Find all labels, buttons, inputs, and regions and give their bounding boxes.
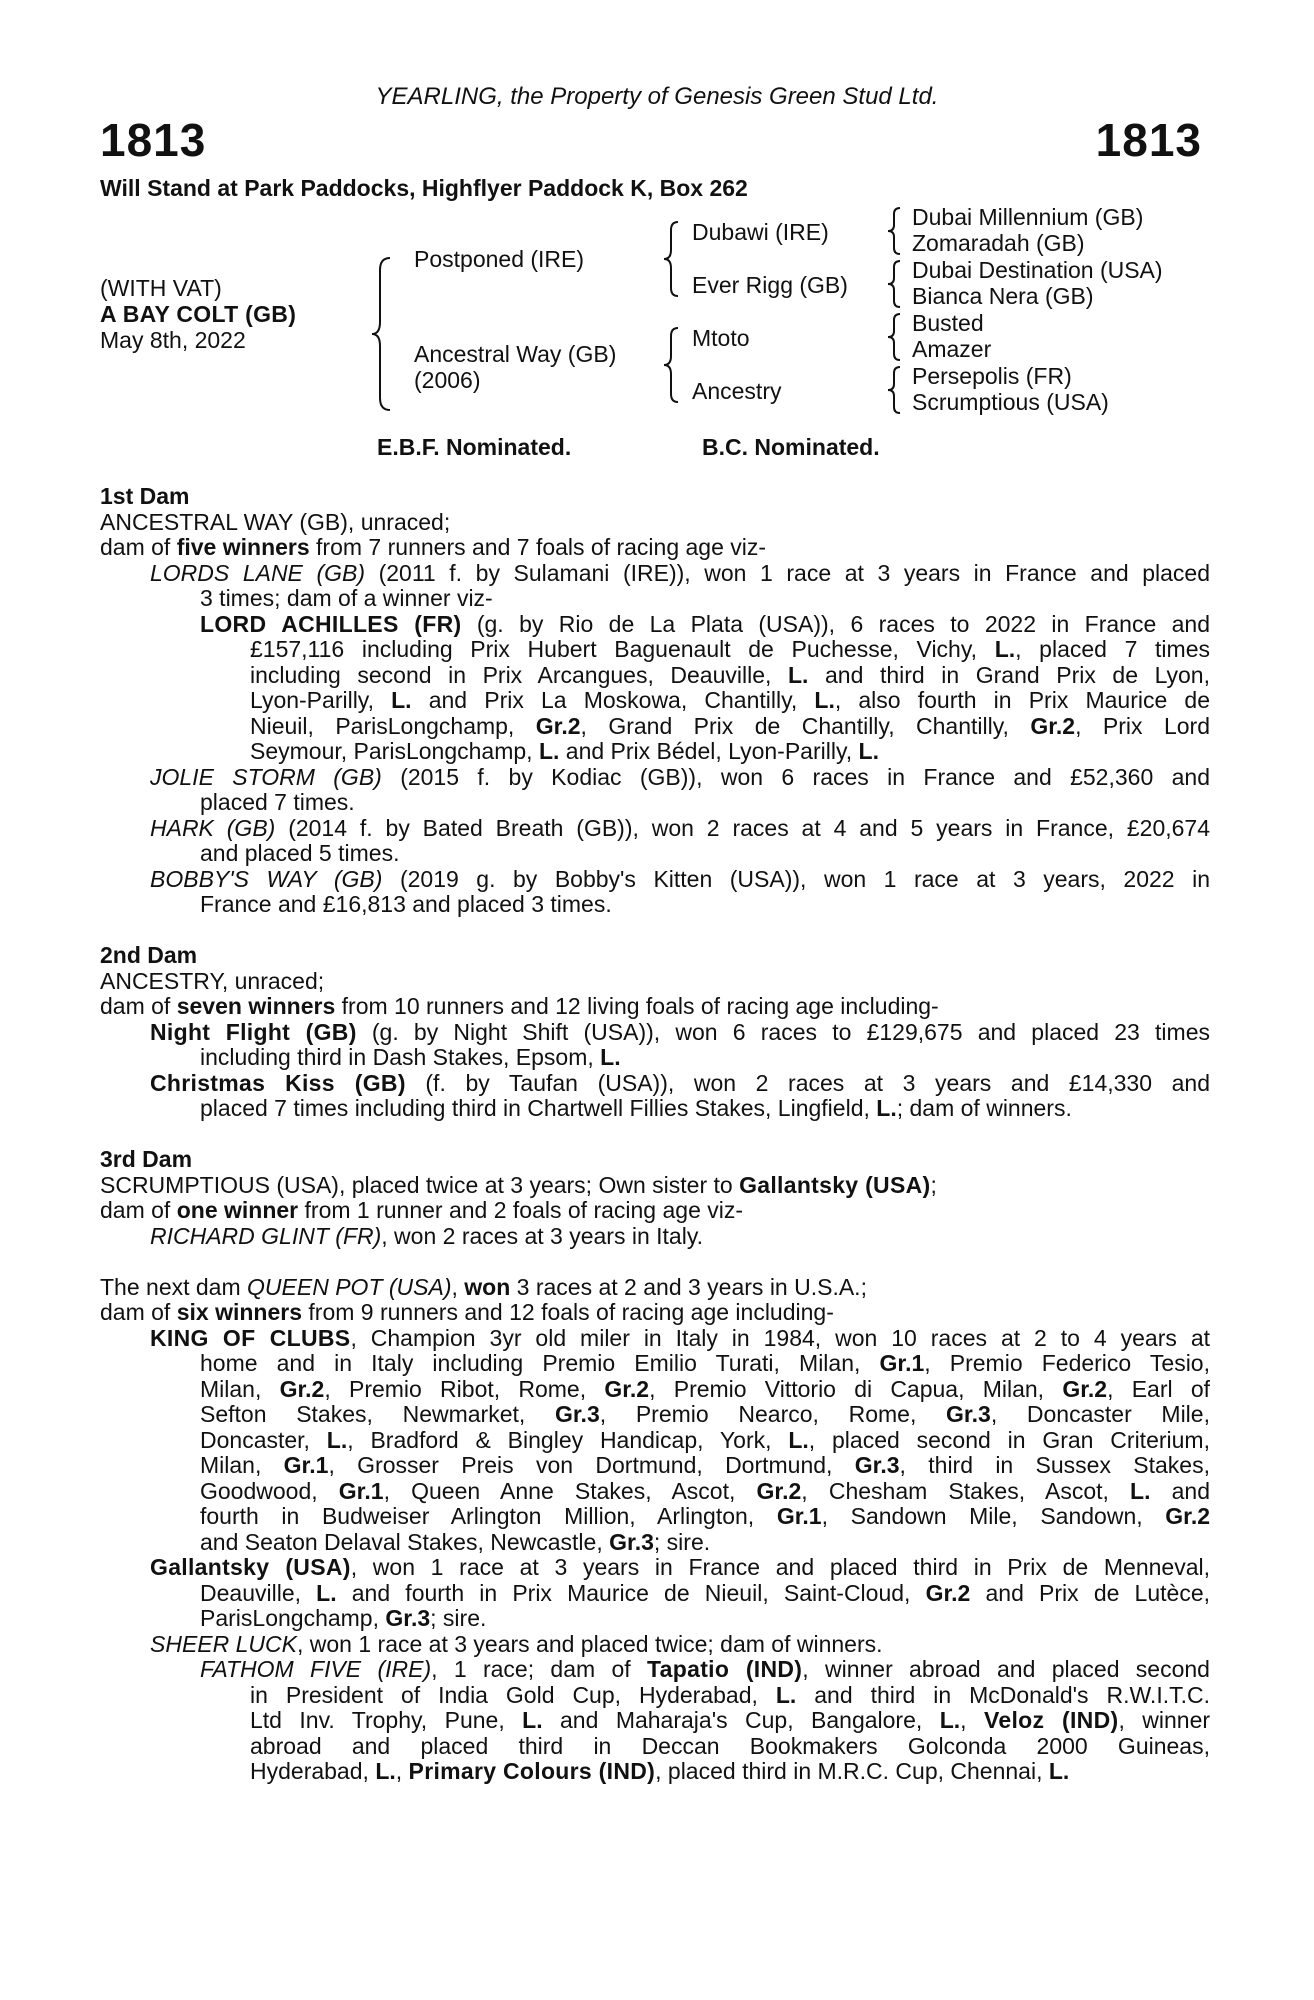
sale-subtitle: YEARLING, the Property of Genesis Green Stud Ltd. — [375, 83, 939, 110]
horse-name: A BAY COLT (GB) — [100, 301, 297, 327]
produce-bobbys-way: BOBBY'S WAY (GB) (2019 g. by Bobby's Kitten (USA)), won 1 race at 3 years, 2022 in — [150, 866, 1210, 892]
second-dam-heading: 2nd Dam — [100, 942, 198, 968]
lot-number-left: 1813 — [100, 114, 207, 166]
produce-lord-achilles: LORD ACHILLES (FR) (g. by Rio de La Plata (USA)), 6 races to 2022 in France and — [200, 611, 1210, 637]
sire-sire-name: Dubawi (IRE) — [692, 219, 829, 245]
ancestor-8: Scrumptious (USA) — [912, 389, 1109, 415]
stand-location: Will Stand at Park Paddocks, Highflyer Paddock K, Box 262 — [100, 175, 748, 201]
sire-dam-name: Ever Rigg (GB) — [692, 272, 848, 298]
produce-king-of-clubs: KING OF CLUBS, Champion 3yr old miler in Italy in 1984, won 10 races at 2 to 4 years at — [150, 1325, 1210, 1351]
third-dam-summary: dam of one winner from 1 runner and 2 foals of racing age viz- — [100, 1197, 744, 1223]
third-dam-heading: 3rd Dam — [100, 1146, 193, 1172]
produce-jolie-storm: JOLIE STORM (GB) (2015 f. by Kodiac (GB)), won 6 races in France and £52,360 and — [150, 764, 1210, 790]
second-dam-line: ANCESTRY, unraced; — [100, 967, 325, 994]
pedigree-brace-dam — [662, 326, 682, 404]
first-dam-summary: dam of five winners from 7 runners and 7 foals of racing age viz- — [100, 534, 767, 560]
produce-hark: HARK (GB) (2014 f. by Bated Breath (GB)), won 2 races at 4 and 5 years in France, £20,674 — [150, 815, 1210, 841]
produce-fathom-five: FATHOM FIVE (IRE), 1 race; dam of Tapatio (IND), winner abroad and placed second — [200, 1657, 1210, 1682]
vat-note: (WITH VAT) — [100, 275, 222, 301]
dam-year: (2006) — [414, 367, 481, 393]
pedigree-brace-sire — [662, 220, 682, 298]
produce-record: 1st Dam ANCESTRAL WAY (GB), unraced; dam of five winners from 7 runners and 7 foals of racing age viz- LORDS LANE (GB) (2011 f. by Sulamani (IRE)), won 1 race at 3 years in France and placed 3 times; dam of a winner viz- LORD ACHILLES (FR) (g. by Rio de La Plata (USA)), 6 races to 2022 in France and £157,116 including Prix Hubert Baguenault de Puchesse, Vichy, L., placed 7 times including second in Prix Arcangues, Deauville, L. and third in Grand Prix de Lyon, Lyon-Parilly, L. and Prix La Moskowa, Chantilly, L., also fourth in Prix Maurice de Nieuil, ParisLongchamp, Gr.2, Grand Prix de Chantilly, Chantilly, Gr.2, Prix Lord Seymour, ParisLongchamp, L. and Prix Bédel, Lyon-Parilly, L. JOLIE STORM (GB) (2015 f. by Kodiac (GB)), won 6 races in France and £52,360 and placed 7 times. HARK (GB) (2014 f. by Bated Breath (GB)), won 2 races at 4 and 5 years in France, £20,674 and placed 5 times. BOBBY'S WAY (GB) (2019 g. by Bobby's Kitten (USA)), won 1 race at 3 years, 2022 in France and £16,813 and placed 3 times. 2nd Dam ANCESTRY, unraced; dam of seven winners from 10 runners and 12 living foals of racing age including- Night Flight (GB) (g. by Night Shift (USA)), won 6 races to £129,675 and placed 23 times including third in Dash Stakes, Epsom, L. Christmas Kiss (GB) (f. by Taufan (USA)), won 2 races at 3 years and £14,330 and placed 7 times including third in Chartwell Fillies Stakes, Lingfield, L.; dam of winners. 3rd Dam SCRUMPTIOUS (USA), placed twice at 3 years; Own sister to Gallantsky (USA); dam of one winner from 1 runner and 2 foals of racing age viz- RICHARD GLINT (FR), won 2 races at 3 years in Italy. The next dam QUEEN POT (USA), won 3 races at 2 and 3 years in U.S.A.; dam of six winners from 9 runners and 12 foals of racing age including- KING OF CLUBS, Champion 3yr old miler in Italy in 1984, won 10 races at 2 to 4 years at home and in Italy including Premio Emilio Turati, Milan, Gr.1, Premio Federico Tesio, Milan, Gr.2, Premio Ribot, Rome, Gr.2, Premio Vittorio di Capua, Milan, Gr.2, Earl of Sefton Stakes, Newmarket, Gr.3, Premio Nearco, Rome, Gr.3, Doncaster Mile, Doncaster, L., Bradford & Bingley Handicap, York, L., placed second in Gran Criterium, Milan, Gr.1, Grosser Preis von Dortmund, Dortmund, Gr.3, third in Sussex Stakes, Goodwood, Gr.1, Queen Anne Stakes, Ascot, Gr.2, Chesham Stakes, Ascot, L. and fourth in Budweiser Arlington Million, Arlington, Gr.1, Sandown Mile, Sandown, Gr.2 and Seaton Delaval Stakes, Newcastle, Gr.3; sire. Gallantsky (USA), won 1 race at 3 years in France and placed third in Prix de Menneval, Deauville, L. and fourth in Prix Maurice de Nieuil, Saint-Cloud, Gr.2 and Prix de Lutèce, ParisLongchamp, Gr.3; sire. SHEER LUCK, won 1 race at 3 years and placed twice; dam of winners. FATHOM FIVE (IRE), 1 race; dam of Tapatio (IND), winner abroad and placed second in President of India Gold Cup, Hyderabad, L. and third in McDonald's R.W.I.T.C. Ltd Inv. Trophy, Pune, L. and Maharaja's Cup, Bangalore, L., Veloz (IND), winner abroad and placed third in Deccan Bookmakers Golconda 2000 Guineas, Hyderabad, L., Primary Colours (IND), placed third in M.R.C. Cup, Chennai, L. — [100, 483, 1210, 1784]
dam-name: Ancestral Way (GB) — [414, 341, 617, 367]
ancestor-7: Persepolis (FR) — [912, 363, 1072, 389]
produce-gallantsky: Gallantsky (USA), won 1 race at 3 years in France and placed third in Prix de Menneval, — [150, 1555, 1210, 1580]
sire-name: Postponed (IRE) — [414, 246, 585, 272]
produce-sheer-luck: SHEER LUCK, won 1 race at 3 years and placed twice; dam of winners. — [150, 1630, 883, 1657]
foaling-date: May 8th, 2022 — [100, 327, 246, 353]
first-dam-line: ANCESTRAL WAY (GB), unraced; — [100, 508, 451, 535]
pedigree-brace-main — [370, 256, 394, 412]
bc-nominated: B.C. Nominated. — [702, 434, 880, 460]
third-dam-line: SCRUMPTIOUS (USA), placed twice at 3 years; Own sister to Gallantsky (USA); — [100, 1171, 937, 1198]
pedigree-brace-g2 — [886, 259, 904, 309]
second-dam-summary: dam of seven winners from 10 runners and 12 living foals of racing age including- — [100, 993, 939, 1019]
dam-sire-name: Mtoto — [692, 325, 750, 351]
ancestor-5: Busted — [912, 310, 984, 336]
next-dam-line: The next dam QUEEN POT (USA), won 3 races at 2 and 3 years in U.S.A.; — [100, 1273, 867, 1300]
produce-lords-lane: LORDS LANE (GB) (2011 f. by Sulamani (IRE)), won 1 race at 3 years in France and placed — [150, 560, 1210, 586]
ebf-nominated: E.B.F. Nominated. — [377, 434, 572, 460]
pedigree-brace-g3 — [886, 312, 904, 362]
ancestor-1: Dubai Millennium (GB) — [912, 204, 1144, 230]
ancestor-3: Dubai Destination (USA) — [912, 257, 1163, 283]
pedigree-brace-g4 — [886, 365, 904, 415]
produce-night-flight: Night Flight (GB) (g. by Night Shift (USA)), won 6 races to £129,675 and placed 23 times — [150, 1019, 1210, 1045]
next-dam-summary: dam of six winners from 9 runners and 12 foals of racing age including- — [100, 1299, 834, 1325]
pedigree-brace-g1 — [886, 206, 904, 256]
dam-dam-name: Ancestry — [692, 378, 782, 404]
produce-richard-glint: RICHARD GLINT (FR), won 2 races at 3 years in Italy. — [150, 1222, 704, 1249]
ancestor-6: Amazer — [912, 336, 992, 362]
first-dam-heading: 1st Dam — [100, 483, 190, 509]
ancestor-4: Bianca Nera (GB) — [912, 283, 1094, 309]
produce-christmas-kiss: Christmas Kiss (GB) (f. by Taufan (USA)), won 2 races at 3 years and £14,330 and — [150, 1070, 1210, 1096]
lot-number-right: 1813 — [1095, 114, 1202, 166]
ancestor-2: Zomaradah (GB) — [912, 230, 1085, 256]
